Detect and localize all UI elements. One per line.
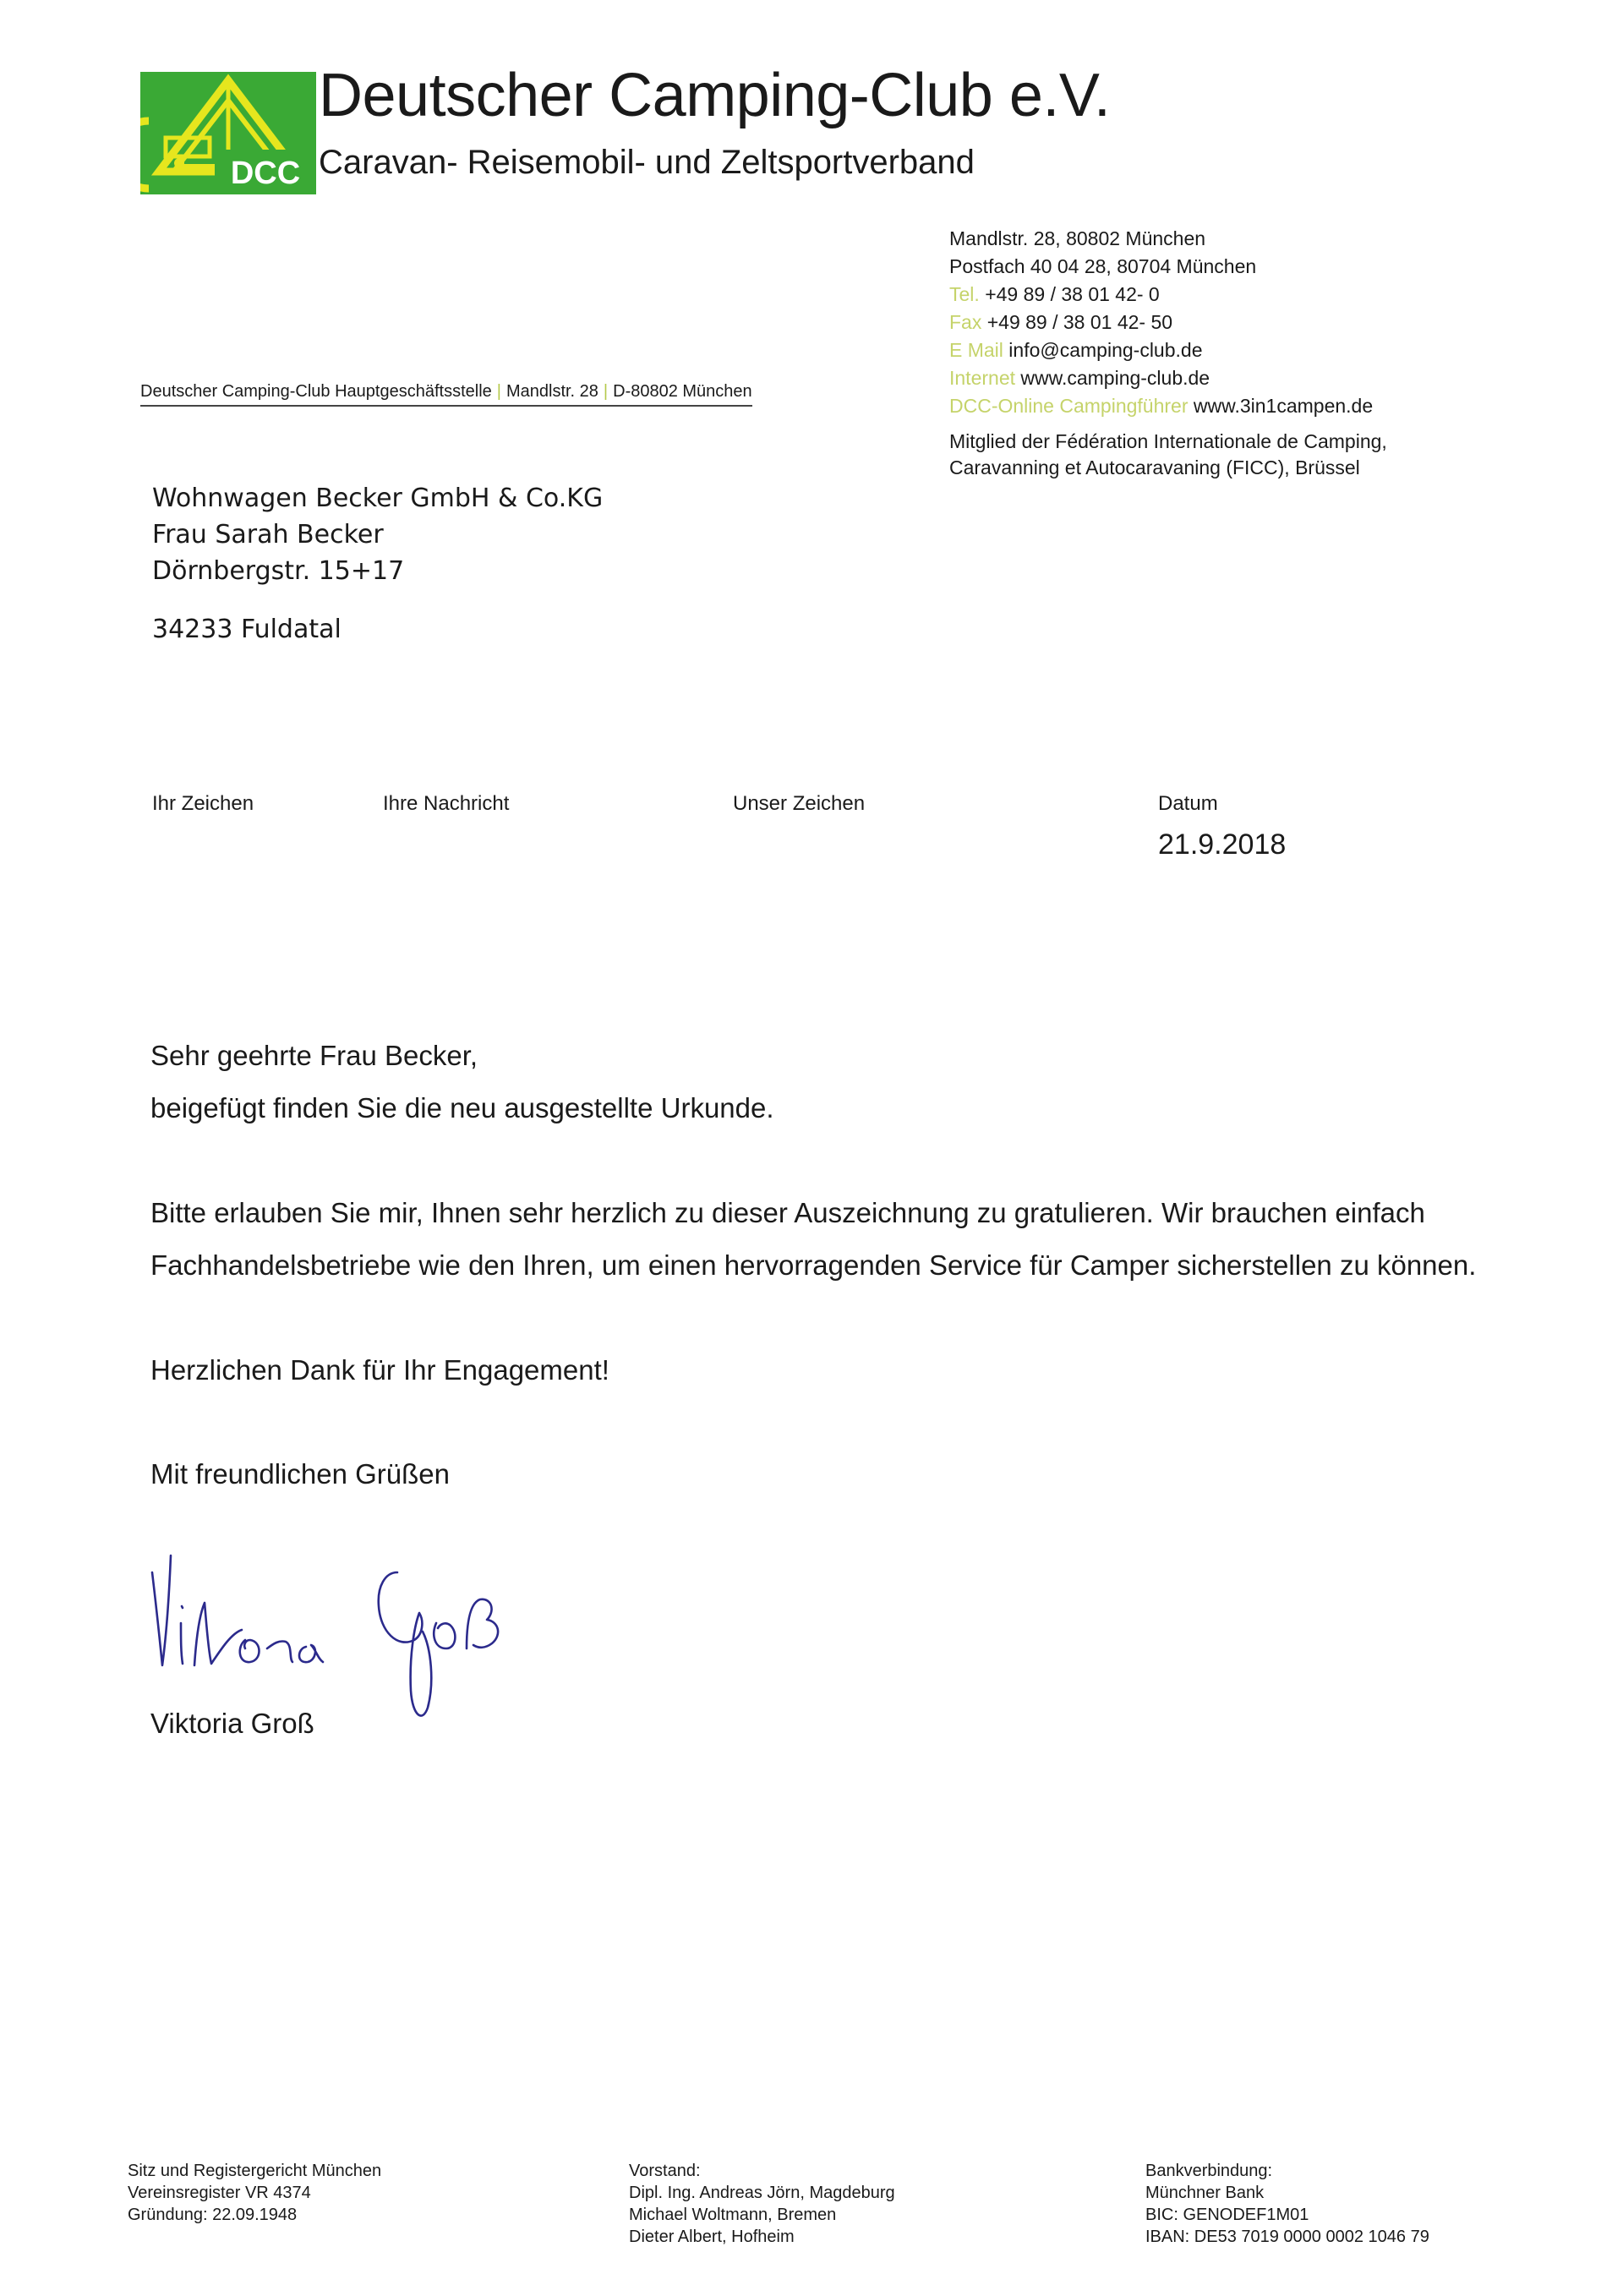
recipient-person: Frau Sarah Becker	[152, 520, 384, 549]
contact-block	[949, 225, 1387, 481]
footer-line: Gründung: 22.09.1948	[128, 2206, 298, 2224]
internet-value[interactable]: www.camping-club.de	[1020, 367, 1210, 389]
ref-ihre-nachricht: Ihre Nachricht	[383, 792, 510, 815]
contact-tel	[949, 281, 1387, 309]
footer-registry	[128, 2160, 381, 2226]
org-name: Deutscher Camping-Club e.V.	[319, 62, 1111, 129]
sender-separator: |	[496, 382, 501, 401]
recipient-address	[152, 480, 603, 648]
contact-address-2: Postfach 40 04 28, 80704 München	[949, 255, 1257, 277]
letter-date: 21.9.2018	[1158, 828, 1287, 861]
footer-line: Michael Woltmann, Bremen	[629, 2206, 837, 2224]
ref-ihr-zeichen: Ihr Zeichen	[152, 792, 254, 815]
sender-part-1: Deutscher Camping-Club Hauptgeschäftsstelle	[140, 382, 492, 401]
handwritten-signature	[144, 1522, 617, 1733]
fax-label: Fax	[949, 311, 982, 333]
body-line-1: beigefügt finden Sie die neu ausgestellte Urkunde.	[150, 1092, 774, 1123]
footer-line: Vorstand:	[629, 2162, 701, 2180]
logo-text: DCC	[230, 156, 301, 191]
ref-unser-zeichen: Unser Zeichen	[733, 792, 866, 815]
online-value[interactable]: www.3in1campen.de	[1193, 395, 1374, 417]
sender-separator: |	[603, 382, 609, 401]
contact-internet	[949, 364, 1387, 392]
ref-datum-label: Datum	[1158, 792, 1218, 815]
footer-line: Münchner Bank	[1145, 2184, 1265, 2202]
contact-fax	[949, 309, 1387, 336]
sender-part-3: D-80802 München	[613, 382, 752, 401]
signature-icon	[144, 1522, 617, 1733]
sender-part-2: Mandlstr. 28	[505, 382, 598, 401]
fax-value: +49 89 / 38 01 42- 50	[986, 311, 1173, 333]
contact-online	[949, 392, 1387, 420]
contact-email	[949, 336, 1387, 364]
membership-line-2: Caravanning et Autocaravaning (FICC), Brüssel	[949, 456, 1360, 478]
footer-bank	[1145, 2160, 1429, 2248]
tel-value: +49 89 / 38 01 42- 0	[985, 283, 1160, 305]
closing-line: Mit freundlichen Grüßen	[150, 1458, 450, 1490]
footer-line: BIC: GENODEF1M01	[1145, 2206, 1309, 2224]
recipient-street: Dörnbergstr. 15+17	[152, 556, 405, 586]
sender-return-line	[140, 382, 752, 407]
footer-board	[629, 2160, 895, 2248]
footer-line: Sitz und Registergericht München	[128, 2162, 382, 2180]
body-para2-line1: Bitte erlauben Sie mir, Ihnen sehr herzlich zu dieser Auszeichnung zu gratulieren. Wir brauchen einfach	[150, 1197, 1425, 1228]
body-para2-line2: Fachhandelsbetriebe wie den Ihren, um einen hervorragenden Service für Camper sicherstellen zu können.	[150, 1249, 1477, 1281]
footer-line: Dipl. Ing. Andreas Jörn, Magdeburg	[629, 2184, 895, 2202]
tel-label: Tel.	[949, 283, 980, 305]
email-value[interactable]: info@camping-club.de	[1008, 339, 1203, 361]
online-label: DCC-Online Campingführer	[949, 395, 1189, 417]
contact-address-1: Mandlstr. 28, 80802 München	[949, 227, 1206, 249]
recipient-city: 34233 Fuldatal	[152, 615, 342, 644]
dcc-logo-icon	[140, 72, 316, 194]
recipient-company: Wohnwagen Becker GmbH & Co.KG	[152, 484, 604, 513]
footer-line: IBAN: DE53 7019 0000 0002 1046 79	[1145, 2228, 1429, 2246]
signer-name: Viktoria Groß	[150, 1708, 314, 1739]
internet-label: Internet	[949, 367, 1015, 389]
footer-line: Vereinsregister VR 4374	[128, 2184, 311, 2202]
dcc-logo	[140, 72, 316, 194]
email-label: E Mail	[949, 339, 1003, 361]
footer-line: Dieter Albert, Hofheim	[629, 2228, 795, 2246]
org-subtitle: Caravan- Reisemobil- und Zeltsportverband	[319, 144, 975, 181]
thanks-line: Herzlichen Dank für Ihr Engagement!	[150, 1354, 609, 1386]
salutation: Sehr geehrte Frau Becker,	[150, 1040, 478, 1071]
membership-line-1: Mitglied der Fédération Internationale de Camping,	[949, 430, 1387, 452]
footer-line: Bankverbindung:	[1145, 2162, 1273, 2180]
